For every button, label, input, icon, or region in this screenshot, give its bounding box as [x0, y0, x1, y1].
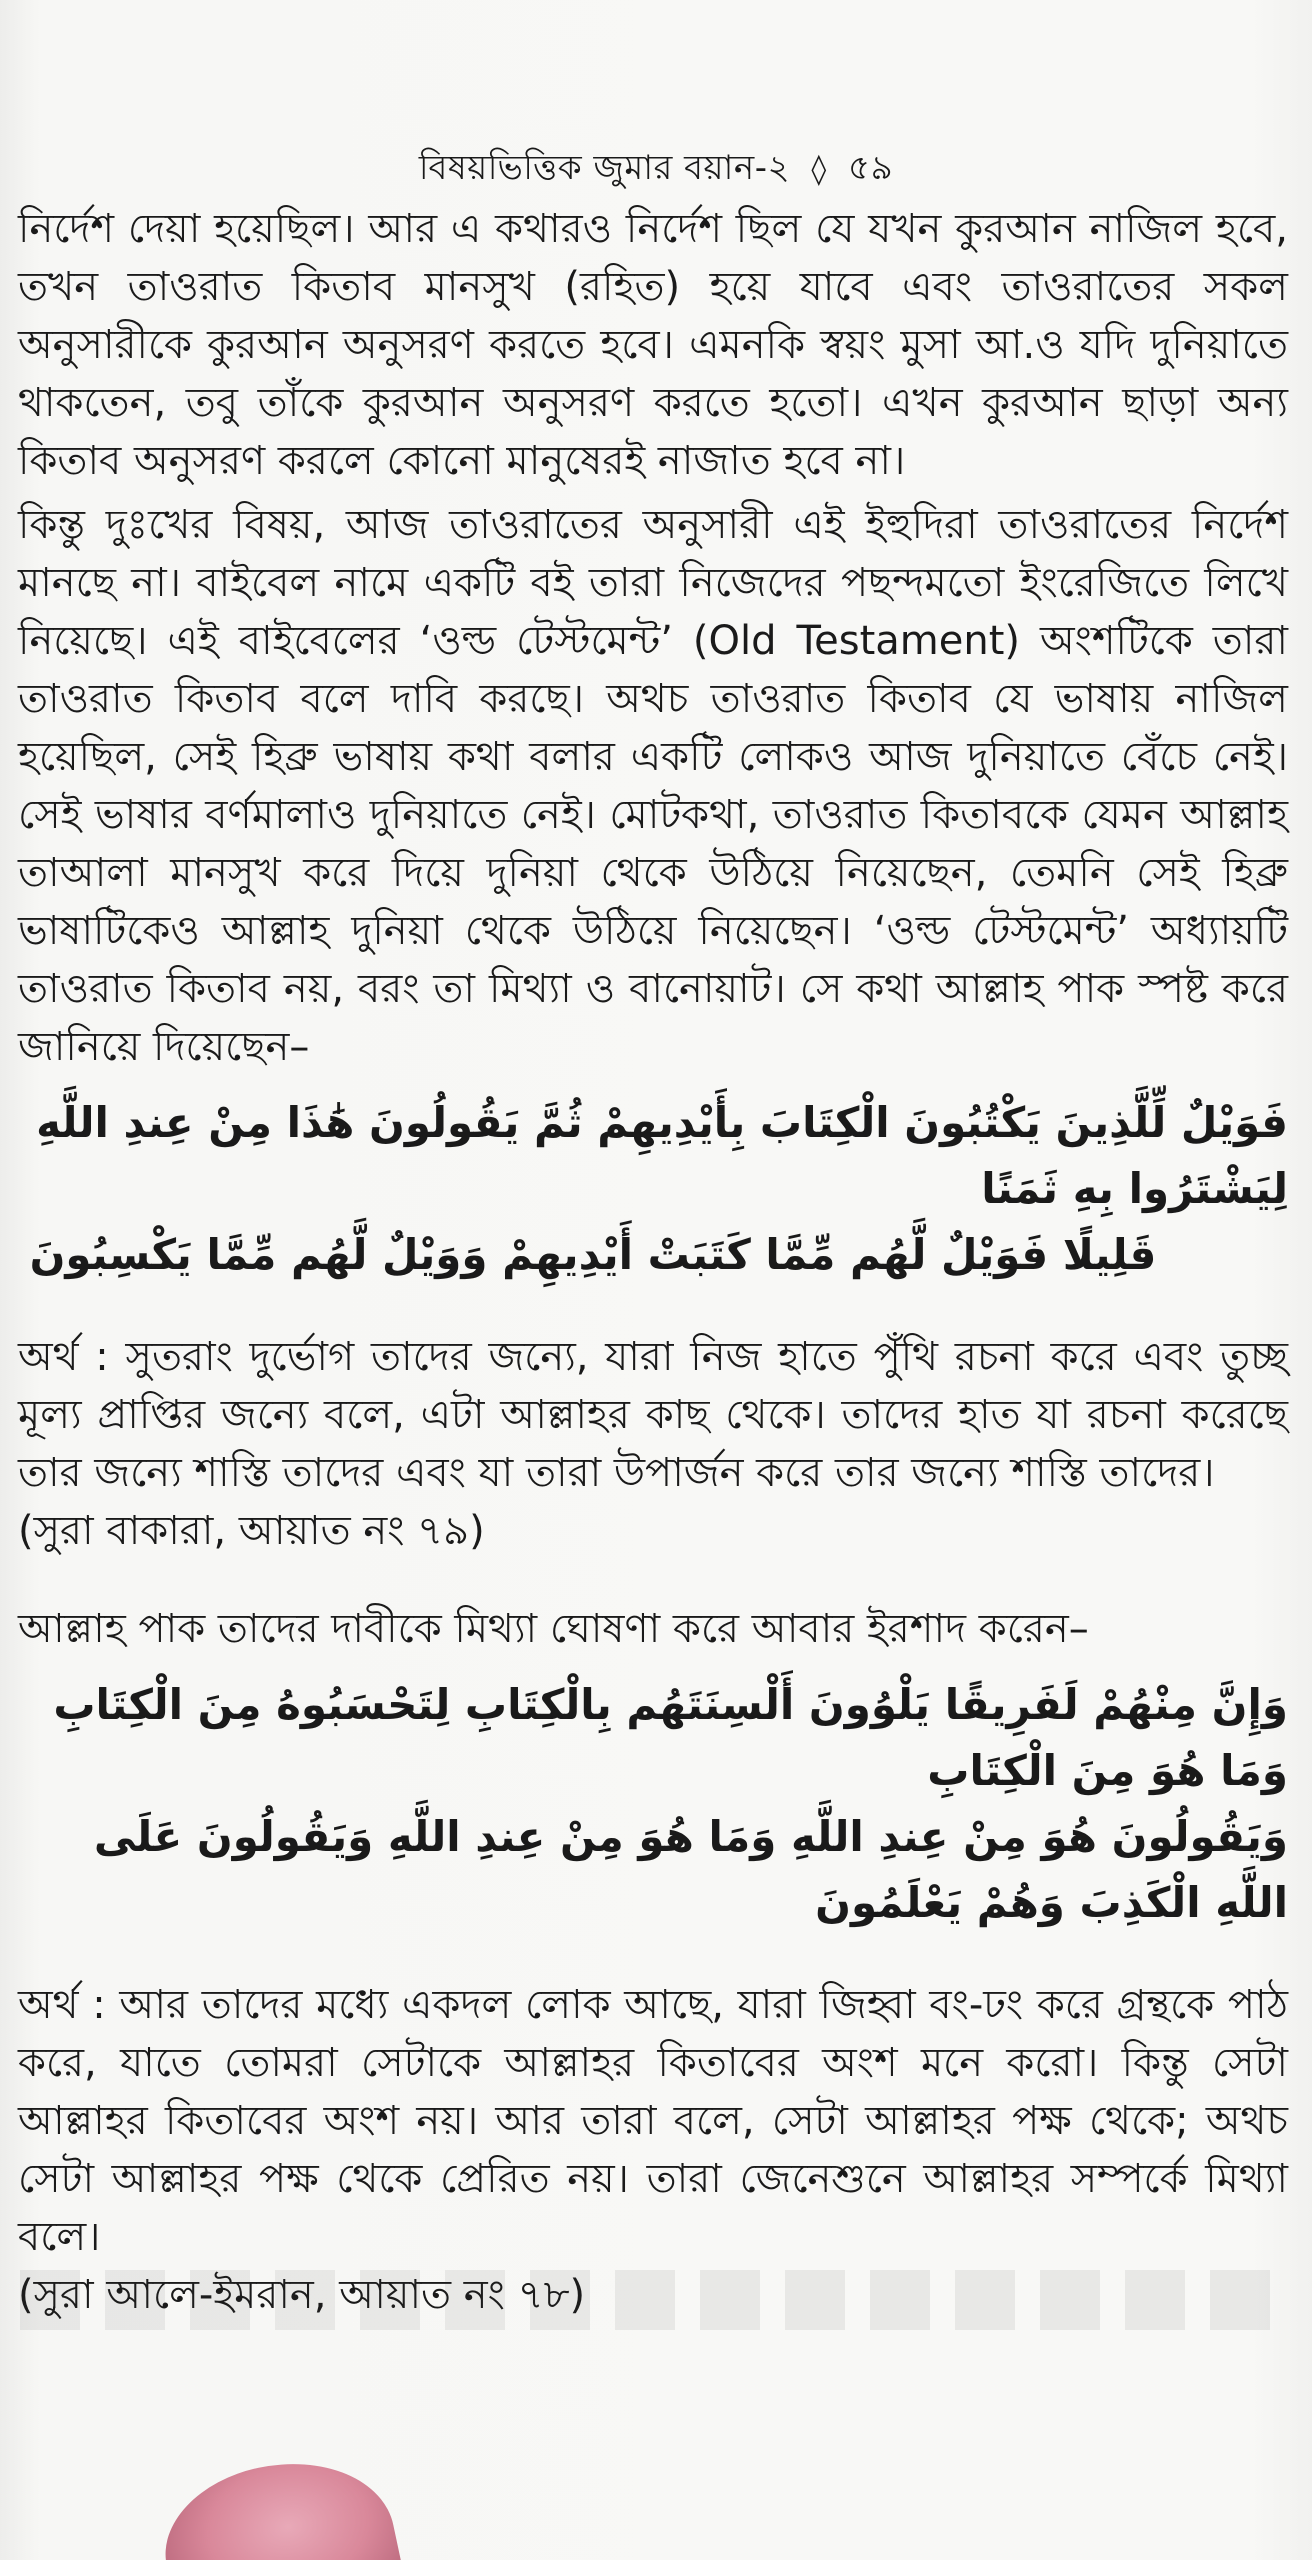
translation-text: অর্থ : আর তাদের মধ্যে একদল লোক আছে, যারা জিহ্বা বং-ঢং করে গ্রন্থকে পাঠ করে, যাতে তোমরা সেটাকে আল্লাহর কিতাবের অংশ মনে করো। কিন্তু সেটা আল্লাহর কিতাবের অংশ নয়। আর তারা বলে, সেটা আল্লাহর পক্ষ থেকে; অথচ সেটা আল্লাহর পক্ষ থেকে প্রেরিত নয়। তারা জেনেশুনে আল্লাহর সম্পর্কে মিথ্যা বলে।: [18, 1982, 1288, 2260]
thumb-photo: [151, 2443, 409, 2560]
verse-line: فَوَيْلٌ لِّلَّذِينَ يَكْتُبُونَ الْكِتَابَ بِأَيْدِيهِمْ ثُمَّ يَقُولُونَ هَٰذَا مِنْ عِندِ اللَّهِ لِيَشْتَرُوا بِهِ ثَمَنًا: [36, 1098, 1288, 1213]
quran-verse-imran-78: [18, 1672, 1288, 1936]
verse-reference: (সুরা আলে-ইমরান, আয়াত নং ৭৮): [18, 2272, 586, 2318]
translation-1: [18, 1328, 1288, 1560]
book-title: বিষয়ভিত্তিক জুমার বয়ান-২: [418, 148, 791, 188]
paragraph-1: নির্দেশ দেয়া হয়েছিল। আর এ কথারও নির্দেশ ছিল যে যখন কুরআন নাজিল হবে, তখন তাওরাত কিতাব মানসুখ (রহিত) হয়ে যাবে এবং তাওরাতের সকল অনুসারীকে কুরআন অনুসরণ করতে হবে। এমনকি স্বয়ং মুসা আ.ও যদি দুনিয়াতে থাকতেন, তবু তাঁকে কুরআন অনুসরণ করতে হতো। এখন কুরআন ছাড়া অন্য কিতাব অনুসরণ করলে কোনো মানুষেরই নাজাত হবে না।: [18, 206, 1288, 484]
verse-line: قَلِيلًا فَوَيْلٌ لَّهُم مِّمَّا كَتَبَتْ أَيْدِيهِمْ وَوَيْلٌ لَّهُم مِّمَّا يَكْسِبُونَ: [29, 1230, 1157, 1279]
verse-line: وَيَقُولُونَ هُوَ مِنْ عِندِ اللَّهِ وَمَا هُوَ مِنْ عِندِ اللَّهِ وَيَقُولُونَ عَلَى اللَّهِ الْكَذِبَ وَهُمْ يَعْلَمُونَ: [93, 1812, 1288, 1927]
verse-line: وَإِنَّ مِنْهُمْ لَفَرِيقًا يَلْوُونَ أَلْسِنَتَهُم بِالْكِتَابِ لِتَحْسَبُوهُ مِنَ الْكِتَابِ وَمَا هُوَ مِنَ الْكِتَابِ: [53, 1680, 1288, 1795]
page-header: [0, 142, 1312, 199]
paragraph-2: কিন্তু দুঃখের বিষয়, আজ তাওরাতের অনুসারী এই ইহুদিরা তাওরাতের নির্দেশ মানছে না। বাইবেল নামে একটি বই তারা নিজেদের পছন্দমতো ইংরেজিতে লিখে নিয়েছে। এই বাইবেলের ‘ওল্ড টেস্টমেন্ট’ (Old Testament) অংশটিকে তারা তাওরাত কিতাব বলে দাবি করছে। অথচ তাওরাত কিতাব যে ভাষায় নাজিল হয়েছিল, সেই হিব্রু ভাষায় কথা বলার একটি লোকও আজ দুনিয়াতে বেঁচে নেই। সেই ভাষার বর্ণমালাও দুনিয়াতে নেই। মোটকথা, তাওরাত কিতাবকে যেমন আল্লাহ তাআলা মানসুখ করে দিয়ে দুনিয়া থেকে উঠিয়ে নিয়েছেন, তেমনি সেই হিব্রু ভাষাটিকেও আল্লাহ দুনিয়া থেকে উঠিয়ে নিয়েছেন। ‘ওল্ড টেস্টমেন্ট’ অধ্যায়টি তাওরাত কিতাব নয়, বরং তা মিথ্যা ও বানোয়াট। সে কথা আল্লাহ পাক স্পষ্ট করে জানিয়ে দিয়েছেন–: [18, 502, 1288, 1070]
bleed-through-text: [20, 2270, 1290, 2330]
verse-reference: (সুরা বাকারা, আয়াত নং ৭৯): [18, 1508, 485, 1554]
translation-text: অর্থ : সুতরাং দুর্ভোগ তাদের জন্যে, যারা নিজ হাতে পুঁথি রচনা করে এবং তুচ্ছ মূল্য প্রাপ্তির জন্যে বলে, এটা আল্লাহর কাছ থেকে। তাদের হাত যা রচনা করেছে তার জন্যে শাস্তি তাদের এবং যা তারা উপার্জন করে তার জন্যে শাস্তি তাদের।: [18, 1334, 1288, 1496]
intro-paragraph: আল্লাহ পাক তাদের দাবীকে মিথ্যা ঘোষণা করে আবার ইরশাদ করেন–: [18, 1606, 1089, 1652]
page-body: [18, 200, 1288, 2364]
diamond-icon: ◊: [811, 152, 827, 187]
quran-verse-baqara-79: [18, 1090, 1288, 1288]
page-number: ৫৯: [848, 148, 894, 188]
